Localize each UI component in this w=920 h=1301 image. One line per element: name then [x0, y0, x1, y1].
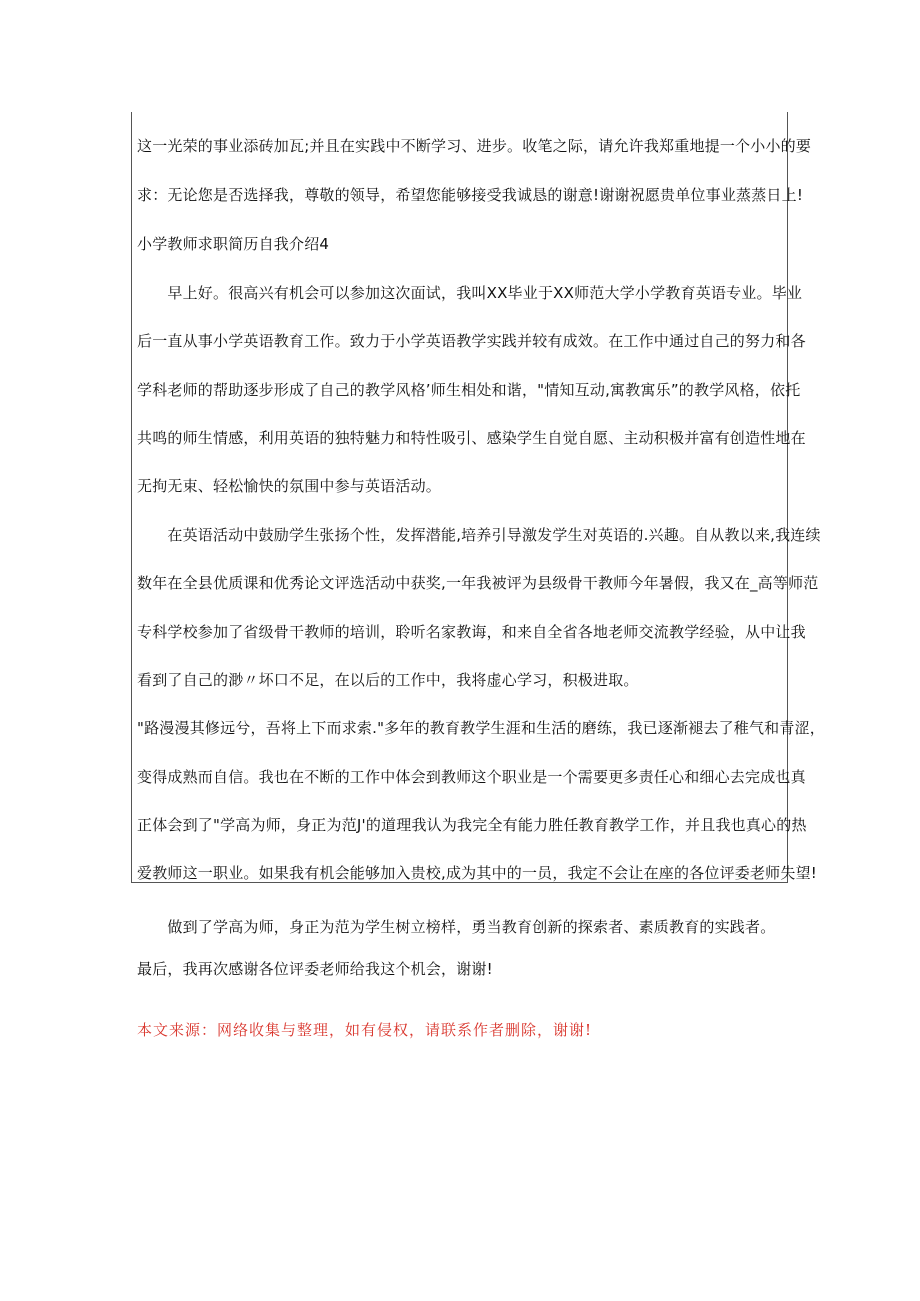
paragraph-line: 早上好。很高兴有机会可以参加这次面试，我叫XX毕业于XX师范大学小学教育英语专业。毕业: [137, 284, 803, 302]
paragraph-line: 后一直从事小学英语教育工作。致力于小学英语教学实践并较有成效。在工作中通过自己的努力和各: [137, 332, 806, 350]
paragraph-line: 学科老师的帮助逐步形成了自己的教学风格’师生相处和谐，"情知互动,寓教寓乐”的教学风格，依托: [137, 381, 801, 399]
paragraph-line: 专科学校参加了省级骨干教师的培训，聆听名家教诲，和来自全省各地老师交流教学经验，从中让我: [137, 623, 806, 641]
paragraph-line: 求：无论您是否选择我，尊敬的领导，希望您能够接受我诚恳的谢意!谢谢祝愿贵单位事业蒸蒸日上!: [137, 186, 804, 204]
paragraph-line: 无拘无束、轻松愉快的氛围中参与英语活动。: [137, 477, 442, 495]
paragraph-line: "路漫漫其修远兮，吾将上下而求索."多年的教育教学生涯和生活的磨练，我已逐渐褪去了稚气和青涩，: [137, 719, 825, 737]
section-heading: 小学教师求职简历自我介绍4: [137, 235, 330, 253]
paragraph-line: 在英语活动中鼓励学生张扬个性，发挥潜能,培养引导激发学生对英语的.兴趣。自从教以来,我连续: [137, 526, 821, 544]
source-note: 本文来源：网络收集与整理，如有侵权，请联系作者删除，谢谢!: [137, 1021, 593, 1039]
paragraph-line: 爱教师这一职业。如果我有机会能够加入贵校,成为其中的一员，我定不会让在座的各位评委老师失望!: [137, 864, 817, 882]
paragraph-line: 正体会到了"学高为师，身正为范J'的道理我认为我完全有能力胜任教育教学工作，并且我也真心的热: [137, 816, 807, 834]
closing-line: 做到了学高为师，身正为范为学生树立榜样，勇当教育创新的探索者、素质教育的实践者。: [137, 918, 776, 936]
paragraph-line: 共鸣的师生情感，利用英语的独特魅力和特性吸引、感染学生自觉自愿、主动积极并富有创造性地在: [137, 429, 806, 447]
paragraph-line: 看到了自己的渺〃坏口不足，在以后的工作中，我将虚心学习，积极进取。: [137, 671, 639, 689]
paragraph-line: 数年在全县优质课和优秀论文评选活动中获奖,一年我被评为县级骨干教师今年暑假，我又在_高等师范: [137, 574, 819, 592]
paragraph-line: 变得成熟而自信。我也在不断的工作中体会到教师这个职业是一个需要更多责任心和细心去完成也真: [137, 768, 806, 786]
paragraph-line: 这一光荣的事业添砖加瓦;并且在实践中不断学习、进步。收笔之际，请允许我郑重地提一个小小的要: [137, 137, 812, 155]
closing-line: 最后，我再次感谢各位评委老师给我这个机会，谢谢!: [137, 960, 493, 978]
